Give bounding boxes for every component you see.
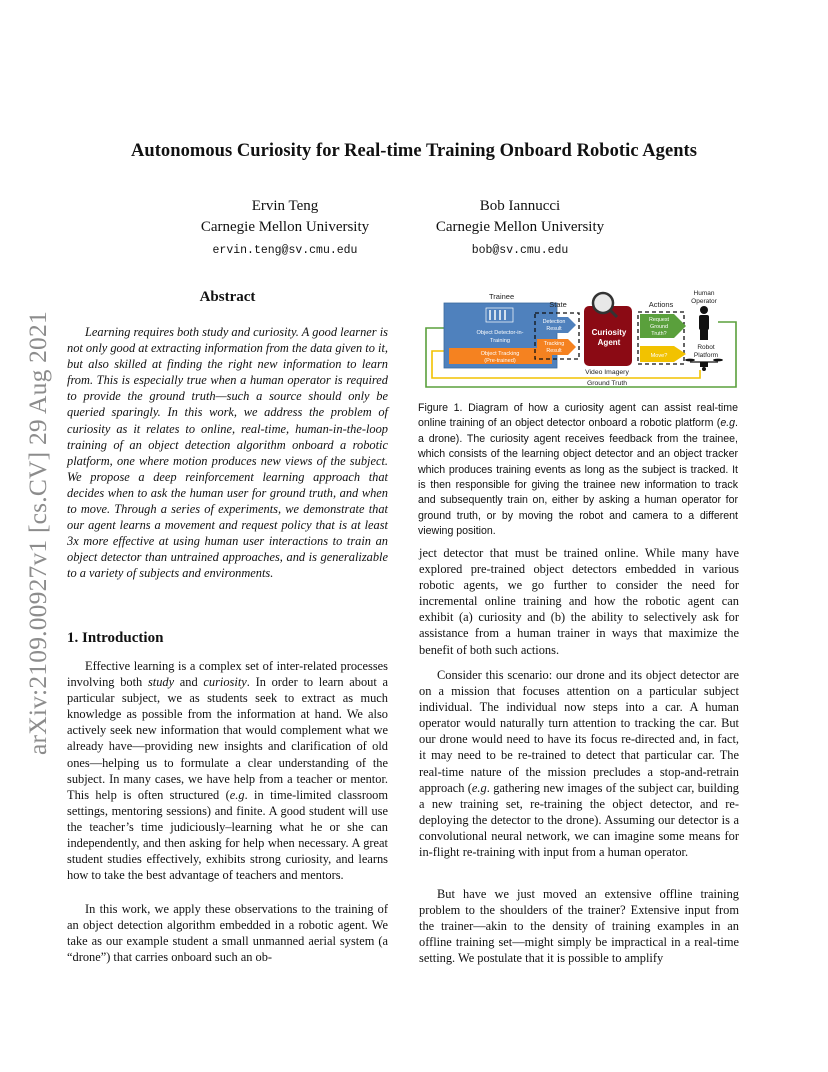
request-label-2: Ground <box>650 324 668 330</box>
paper-title: Autonomous Curiosity for Real-time Training Onboard Robotic Agents <box>130 141 698 161</box>
text-run-italic: e.g <box>471 780 487 795</box>
robot-label-2: Platform <box>693 352 719 359</box>
text-run: . gathering new images of the subject car, building a new training set, re-training the object detector, and re-deploying the detector to the drone). Assuming our detector is a convolutional neural network, we can imagine some means for in-flight re-training with input from a human operator. <box>419 780 739 860</box>
human-operator-label-1: Human <box>693 290 715 297</box>
person-icon-legs <box>700 329 708 340</box>
text-run-italic: study <box>147 675 175 690</box>
agent-label-2: Agent <box>597 338 621 347</box>
ground-truth-label: Ground Truth <box>586 380 628 387</box>
author-name: Ervin Teng <box>251 198 319 214</box>
text-run: Figure 1. Diagram of how a curiosity agent can assist real-time online training of an object detector onboard a robotic platform ( <box>418 402 738 430</box>
section-heading-introduction: 1. Introduction <box>67 630 164 646</box>
detection-result-label-2: Result <box>546 326 562 332</box>
text-run: Effective learning is a complex set of inter-related processes involving both <box>67 659 388 690</box>
text-run: and <box>174 675 204 690</box>
video-imagery-label: Video Imagery <box>585 369 629 376</box>
tracking-result-label-2: Result <box>546 348 562 354</box>
request-label-3: Truth? <box>651 331 667 337</box>
actions-label: Actions <box>648 300 674 309</box>
author-name: Bob Iannucci <box>479 198 561 214</box>
text-run-italic: curiosity <box>203 675 247 690</box>
person-icon-head <box>700 306 708 314</box>
figure-1-diagram <box>418 286 740 394</box>
author-block-1 <box>165 196 405 261</box>
agent-label-1: Curiosity <box>591 328 627 337</box>
author-block-2 <box>400 196 640 261</box>
detection-result-label-1: Detection <box>542 319 566 325</box>
detector-label-1: Object Detector-in- <box>476 330 524 336</box>
text-run: . In order to learn about a particular subject, we as students seek to extract as much knowledge as possible from the information at hand. We also actively seek new information that would complement what we already have—providing new insights and clarification of old ones—helping us to formulate a clear understanding of the subject. In many cases, we have help from a teacher or mentor. This help is often structured ( <box>67 675 388 802</box>
request-label-1: Request <box>648 317 670 323</box>
author-affiliation: Carnegie Mellon University <box>200 219 370 235</box>
right-paragraph-question: But have we just moved an extensive offline training problem to the shoulders of the trainer? Extensive input from the trainer—akin to the density of training examples in an offline training set—might simply be impractical in a real-time setting. We postulate that it is possible to amplify <box>419 887 739 966</box>
intro-paragraph-2: In this work, we apply these observations to the training of an object detection algorithm embedded in a robotic agent. We take as our example student a small unmanned aerial system (a “drone”) that carries onboard such an ob- <box>67 902 388 965</box>
state-label: State <box>549 300 567 309</box>
arxiv-stamp: arXiv:2109.00927v1 [cs.CV] 29 Aug 2021 <box>23 311 52 755</box>
right-paragraph-scenario <box>419 667 739 860</box>
drone-icon <box>685 359 723 371</box>
author-email: ervin.teng@sv.cmu.edu <box>212 244 358 257</box>
robot-label-1: Robot <box>697 344 715 351</box>
text-run-italic: e.g <box>720 417 736 430</box>
tracking-label-2: (Pre-trained) <box>484 358 516 364</box>
author-email: bob@sv.cmu.edu <box>471 244 569 257</box>
detector-label-2: Training <box>489 338 511 344</box>
human-operator-label-2: Operator <box>691 298 717 305</box>
text-run: . in time-limited classroom settings, mentoring sessions) and finite. A good student will use the teacher’s time judiciously–learning what he or she can independently, and then asking for help when necessary. A great student studies effectively, exhibits strong curiosity, and learns how to take the best advantage of teachers and mentors. <box>67 787 388 883</box>
move-label: Move? <box>650 353 668 359</box>
intro-paragraph-1 <box>67 658 388 883</box>
person-icon-body <box>699 315 709 330</box>
author-affiliation: Carnegie Mellon University <box>435 219 605 235</box>
tracking-label-1: Object Tracking <box>480 351 520 357</box>
tracking-result-label-1: Tracking <box>543 341 565 347</box>
text-run: . a drone). The curiosity agent receives feedback from the trainee, which consists of the learning object detector and an object tracker which produces training events as long as the subject is tracked. It is then responsible for giving the trainee new information to track and subsequently train on, either by asking a human operator for ground truth, or by moving the robot and camera to a different viewing position. <box>418 417 738 538</box>
abstract-text: Learning requires both study and curiosity. A good learner is not only good at extracting information from the data given to it, but also skilled at finding the right new information to learn from. This is especially true when a human operator is required to provide the ground truth—such a source should only be queried sparingly. In this work, we address the problem of curiosity as it relates to online, real-time, human-in-the-loop training of an object detection algorithm onboard a robotic platform, one where motion produces new views of the subject. We propose a deep reinforcement learning approach that decides when to ask the human user for ground truth, and when to move. Through a series of experiments, we demonstrate that our agent learns a movement and request policy that is at least 3x more effective at using human user interactions to train an object detector than untrained approaches, and is generalizable to a variety of subjects and environments. <box>67 325 388 581</box>
right-paragraph-continued: ject detector that must be trained online. While many have explored pre-trained object detectors embedded in various robotic agents, we go further to consider the need for incremental online training and how the robotic agent can exhibit (a) curiosity and (b) the ability to selectively ask for assistance from a human trainer in ways that maximize the benefit of both such actions. <box>419 546 739 657</box>
figure-1-caption <box>418 401 738 540</box>
text-run-italic: e.g <box>229 787 245 802</box>
abstract-heading: Abstract <box>199 289 256 305</box>
text-run: Consider this scenario: our drone and its object detector are on a mission that focuses attention on a particular subject individual. The individual now steps into a car. A human operator would naturally turn attention to tracking the car. But our drone would need to have its focus re-directed and, in fact, it may need to be re-trained to detect that particular car. The real-time nature of the mission precludes a stop-and-retrain approach ( <box>419 668 739 795</box>
trainee-label: Trainee <box>489 292 515 301</box>
